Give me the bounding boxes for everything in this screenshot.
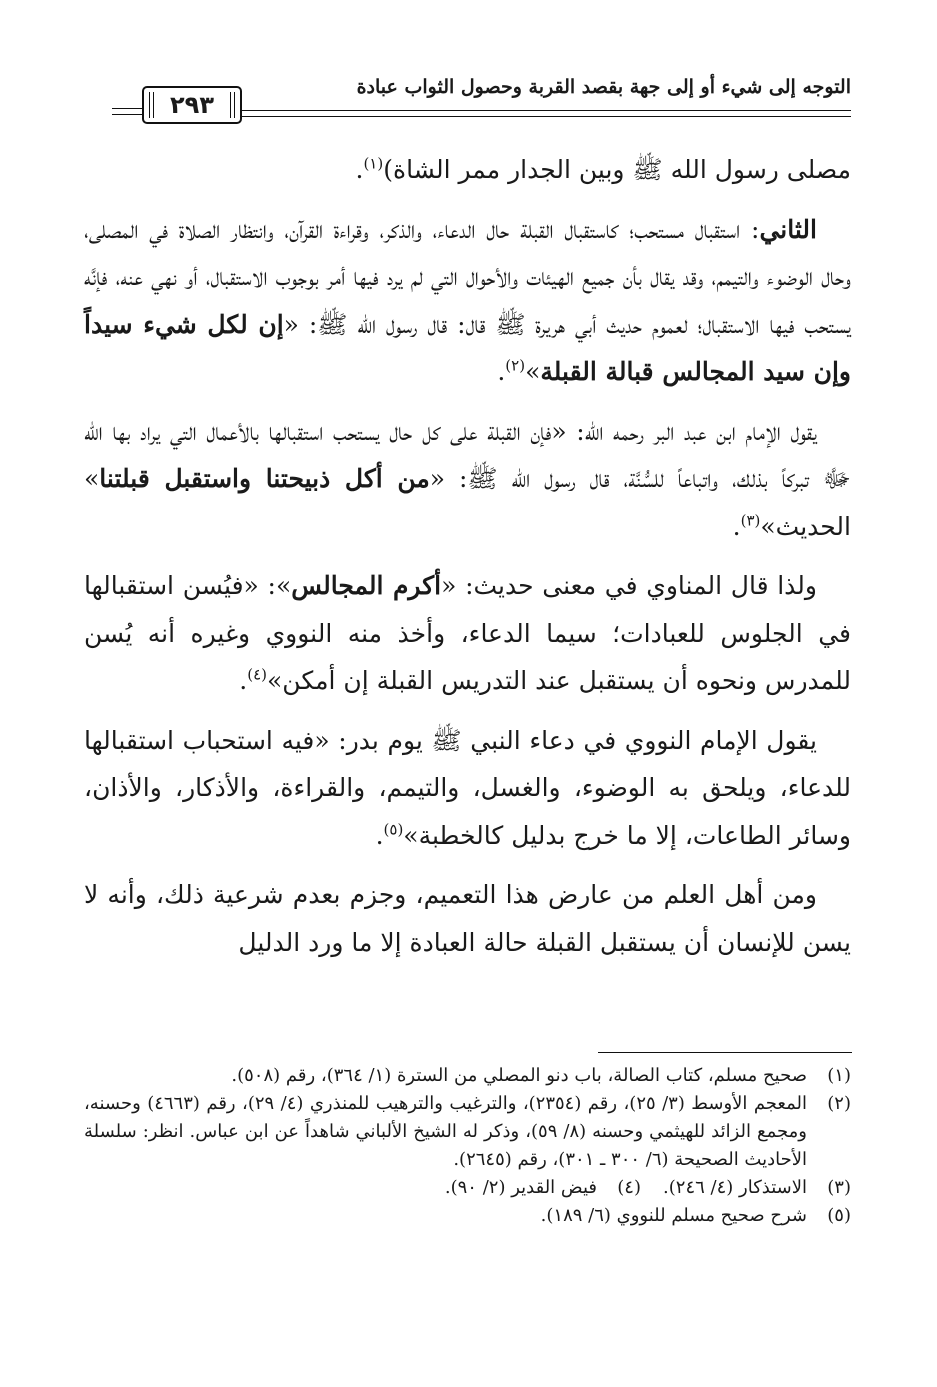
footnote-separator <box>598 1052 852 1053</box>
footnote-number: (٢) <box>827 1093 851 1114</box>
footnote-number: (٤) <box>617 1177 641 1198</box>
page-number: ٢٩٣ <box>170 91 214 119</box>
paragraph <box>84 206 851 396</box>
footnote <box>421 1174 641 1202</box>
text-run: . <box>375 820 384 850</box>
footnote <box>84 1202 851 1230</box>
footnote-text: الاستذكار (٤/ ٢٤٦). <box>663 1177 807 1198</box>
badge-rule <box>112 114 142 115</box>
text-run: ولذا قال المناوي في معنى حديث: « <box>441 571 817 600</box>
section-lead: الثاني <box>759 214 817 244</box>
footnote-ref: (٤) <box>247 665 268 684</box>
running-title: التوجه إلى شيء أو إلى جهة بقصد القربة وحصول الثواب عبادة <box>356 76 851 98</box>
hadith-quote: من أكل ذبيحتنا واستقبل قبلتنا <box>99 464 430 493</box>
footnote-ref: (١) <box>363 154 384 173</box>
footnote-row <box>84 1174 851 1202</box>
text-run: . <box>732 511 741 541</box>
text-run: يقول الإمام ابن عبد البر رحمه الله: «فإن القبلة على كل حال يستحب استقبالها بالأعمال التي يراد بها الله ﷻ تبركاً بذلك، واتباعاً للسُّنَّة، قال رسول الله ﷺ: « <box>84 416 851 493</box>
paragraph <box>84 717 851 860</box>
text-run: . <box>355 155 364 184</box>
running-header <box>112 72 851 128</box>
footnote <box>641 1174 851 1202</box>
header-rule <box>240 116 851 117</box>
header-rule <box>240 110 851 111</box>
footnote-ref: (٥) <box>383 820 404 839</box>
footnote-text: المعجم الأوسط (٣/ ٢٥)، رقم (٢٣٥٤)، والترغيب والترهيب للمنذري (٤/ ٢٩)، رقم (٤٦٦٣) وحسنه، ومجمع الزائد للهيثمي وحسنه (٨/ ٥٩)، وذكر له الشيخ الألباني شاهداً عن ابن عباس. انظر: سلسلة الأحاديث الصحيحة (٦/ ٣٠٠ ـ ٣٠١)، رقم (٢٦٤٥). <box>84 1093 807 1170</box>
hadith-quote: إن لكل شيء سيداً وإن سيد المجالس قبالة القبلة <box>84 309 851 386</box>
text-run: مصلى رسول الله ﷺ وبين الجدار ممر الشاة) <box>383 155 851 184</box>
footnote-ref: (٣) <box>740 511 761 530</box>
footnote-text: شرح صحيح مسلم للنووي (٦/ ١٨٩). <box>540 1205 807 1226</box>
paragraph <box>84 408 851 551</box>
footnote-ref: (٢) <box>505 356 526 375</box>
badge-rule <box>112 108 142 109</box>
hadith-quote: أكرم المجالس <box>291 571 442 600</box>
text-run: . <box>497 357 506 386</box>
text-run: » <box>525 357 541 386</box>
text-run: : استقبال مستحب؛ كاستقبال القبلة حال الدعاء، والذكر، وقراءة القرآن، وانتظار الصلاة في المصلى، وحال الوضوء والتيمم، وقد يقال بأن جميع الهيئات والأحوال التي لم يرد فيها أمر بوجوب الاستقبال، أو نهي عنه، فإنَّه يستحب فيها الاستقبال؛ لعموم حديث أبي هريرة ﷺ قال: قال رسول الله ﷺ: « <box>84 214 851 339</box>
text-run: » الحديث» <box>84 464 851 541</box>
text-run: يقول الإمام النووي في دعاء النبي ﷺ يوم بدر: «فيه استحباب استقبالها للدعاء، ويلحق به الوضوء، والغسل، والتيمم، والقراءة، والأذكار، والأذان، وسائر الطاعات، إلا ما خرج بدليل كالخطبة» <box>84 725 851 850</box>
footnote <box>84 1062 851 1090</box>
footnotes <box>84 1062 851 1230</box>
footnote-number: (٥) <box>827 1205 851 1226</box>
footnote <box>84 1090 851 1174</box>
footnote-number: (٣) <box>827 1177 851 1198</box>
paragraph <box>84 871 851 966</box>
text-run: »: «فيُسن استقبالها في الجلوس للعبادات؛ سيما الدعاء، وأخذ منه النووي وغيره أنه يُسن للمدرس ونحوه أن يستقبل عند التدريس القبلة إن أمكن» <box>84 571 851 695</box>
footnote-text: صحيح مسلم، كتاب الصالة، باب دنو المصلي من السترة (١/ ٣٦٤)، رقم (٥٠٨). <box>231 1065 807 1086</box>
footnote-number: (١) <box>827 1065 851 1086</box>
text-run: . <box>239 666 248 695</box>
main-text <box>84 146 851 978</box>
text-run: ومن أهل العلم من عارض هذا التعميم، وجزم بعدم شرعية ذلك، وأنه لا يسن للإنسان أن يستقبل القبلة حالة العبادة إلا ما ورد الدليل <box>84 880 851 957</box>
footnote-text: فيض القدير (٢/ ٩٠). <box>444 1177 597 1198</box>
page-number-badge <box>142 86 242 124</box>
paragraph <box>84 562 851 705</box>
paragraph <box>84 146 851 194</box>
